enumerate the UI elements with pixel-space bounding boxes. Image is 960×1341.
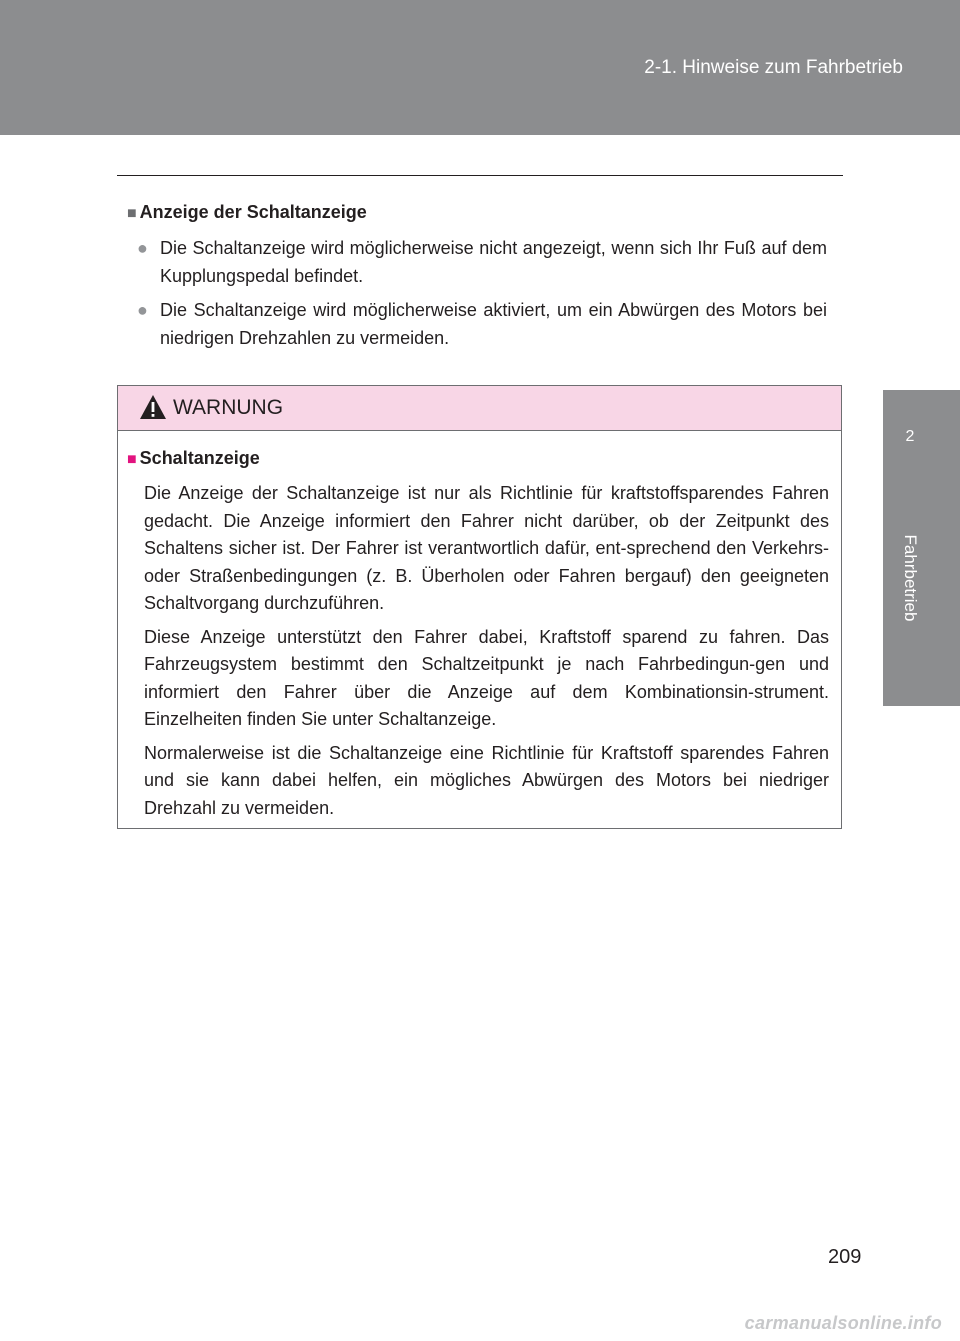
section-heading <box>127 198 827 228</box>
warning-box <box>117 385 842 829</box>
page-header <box>0 0 960 135</box>
list-item <box>127 296 827 352</box>
warning-body <box>118 444 841 822</box>
list-item-text: Die Schaltanzeige wird möglicherweise nicht angezeigt, wenn sich Ihr Fuß auf dem Kupplungspedal befindet. <box>160 238 827 286</box>
chapter-label <box>898 534 922 622</box>
warning-subtitle <box>127 444 829 474</box>
chapter-title: 2-1. Hinweise zum Fahrbetrieb <box>644 57 903 78</box>
info-section <box>127 198 827 352</box>
chapter-side-tab <box>883 390 960 706</box>
chapter-number: 2 <box>905 428 915 445</box>
section-heading-text: Anzeige der Schaltanzeige <box>139 202 367 222</box>
warning-header <box>118 386 841 431</box>
list-item-text: Die Schaltanzeige wird möglicherweise aktiviert, um ein Abwürgen des Motors bei niedrigen Drehzahlen zu vermeiden. <box>160 300 827 348</box>
square-bullet-icon: ■ <box>127 451 137 468</box>
warning-label: WARNUNG <box>173 396 284 419</box>
page-number: 209 <box>828 1246 862 1268</box>
warning-paragraph: Normalerweise ist die Schaltanzeige eine Richtlinie für Kraftstoff sparendes Fahren und sie kann dabei helfen, ein mögliches Abwürgen des Motors bei niedriger Drehzahl zu vermeiden. <box>144 742 829 818</box>
section-divider <box>117 175 843 176</box>
watermark: carmanualsonline.info <box>744 1313 942 1333</box>
square-bullet-icon: ■ <box>127 205 137 222</box>
circle-bullet-icon: ● <box>137 238 148 258</box>
warning-subtitle-text: Schaltanzeige <box>139 448 260 468</box>
circle-bullet-icon: ● <box>137 300 148 320</box>
warning-triangle-icon <box>139 394 167 420</box>
warning-paragraph: Die Anzeige der Schaltanzeige ist nur als Richtlinie für kraftstoffsparendes Fahren gedacht. Die Anzeige informiert den Fahrer nicht darüber, ob der Zeitpunkt des Schaltens sicher ist. Der Fahrer ist verantwortlich dafür, ent-sprechend den Verkehrs- oder Straßenbedingungen (z. B. Überholen oder Fahren bergauf) den geeigneten Schaltvorgang durchzuführen. <box>144 483 829 613</box>
warning-paragraph: Diese Anzeige unterstützt den Fahrer dabei, Kraftstoff sparend zu fahren. Das Fahrzeugsystem bestimmt den Schaltzeitpunkt je nach Fahrbedingun-gen und informiert den Fahrer über die Anzeige auf dem Kombinationsin-strument. Einzelheiten finden Sie unter Schaltanzeige. <box>144 626 829 729</box>
chapter-label-text: Fahrbetrieb <box>901 534 920 622</box>
list-item <box>127 234 827 290</box>
